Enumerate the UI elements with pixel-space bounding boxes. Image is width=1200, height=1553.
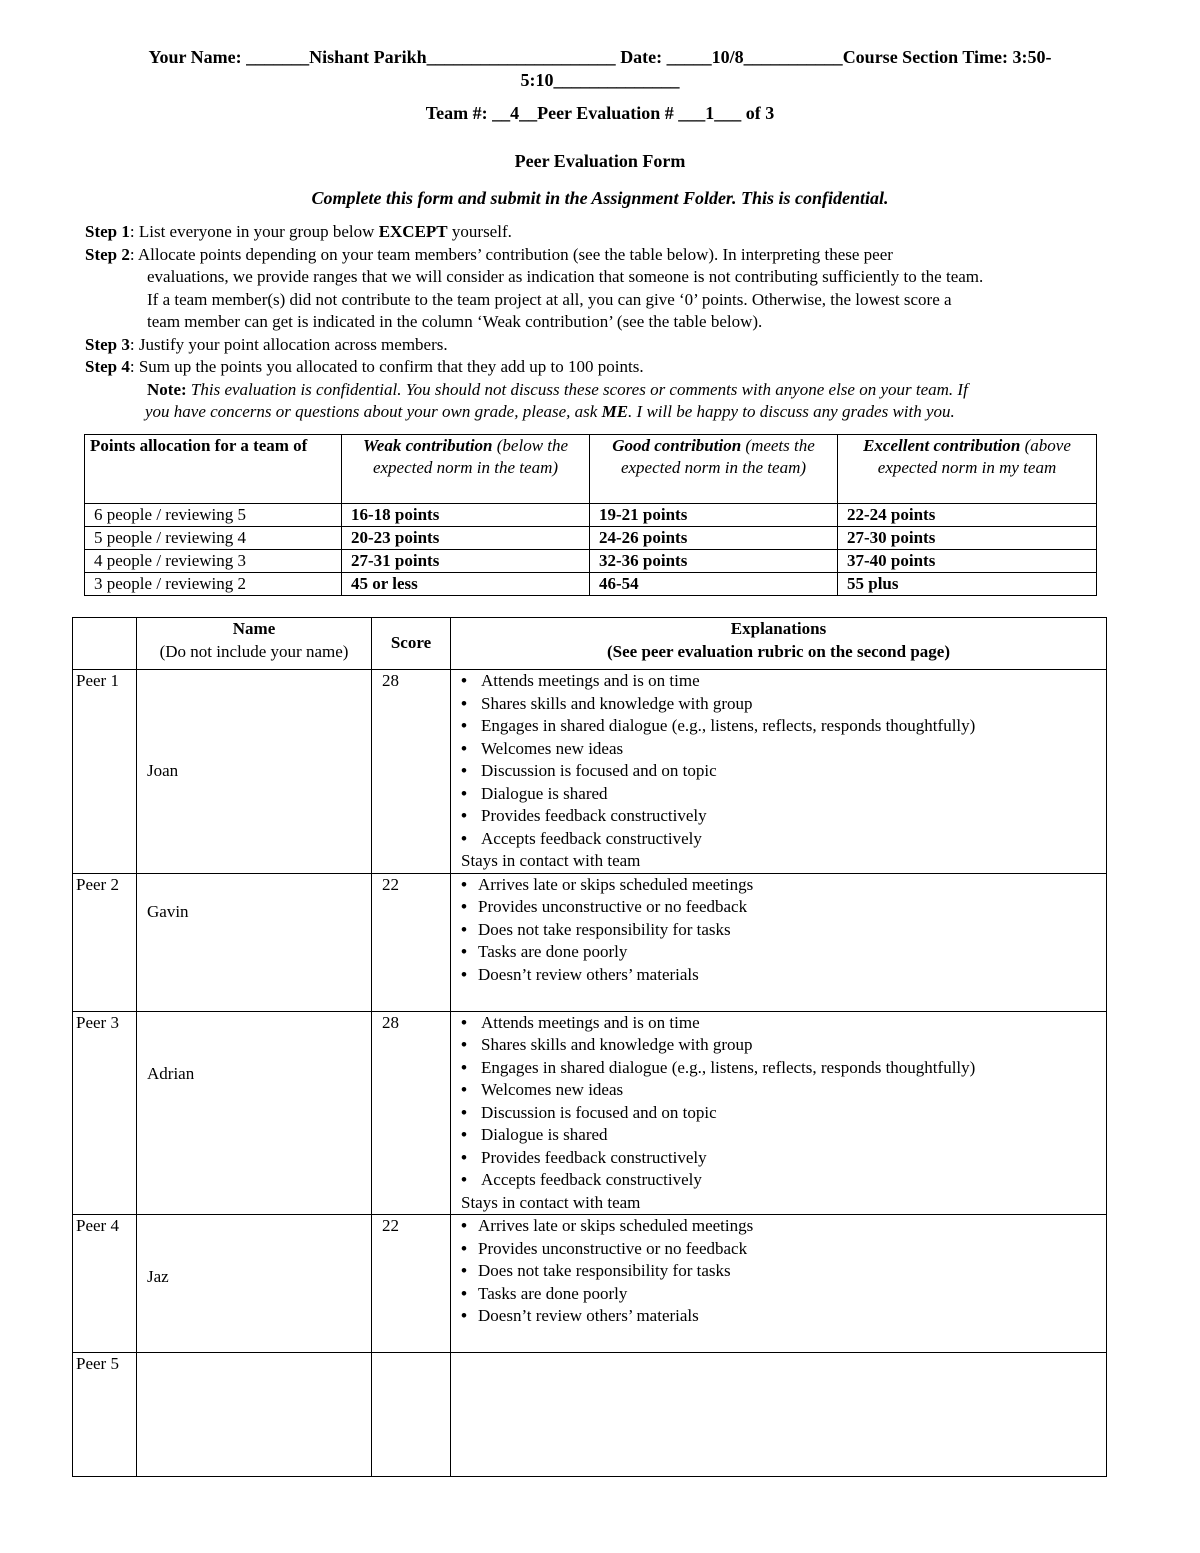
peer-score-field[interactable] — [372, 1353, 451, 1477]
team-line: Team #: __4__Peer Evaluation # ___1___ of 3 — [425, 103, 775, 123]
alloc-header-team: Points allocation for a team of — [85, 435, 342, 504]
steps-block — [85, 221, 1125, 424]
name-label: Your Name: — [148, 47, 242, 67]
name-value[interactable]: _______Nishant Parikh_____________________ — [246, 47, 616, 67]
peer-name-field[interactable]: Gavin — [137, 873, 372, 1011]
list-item: • Shares skills and knowledge with group — [461, 693, 1106, 716]
list-item: • Provides unconstructive or no feedback — [461, 896, 1106, 919]
form-title: Peer Evaluation Form — [514, 151, 686, 171]
list-item: • Dialogue is shared — [461, 783, 1106, 806]
alloc-header-excellent: Excellent contribution (above expected norm in my team — [838, 435, 1097, 504]
peer-label: Peer 3 — [73, 1011, 137, 1215]
alloc-header-weak: Weak contribution (below the expected norm in the team) — [342, 435, 590, 504]
list-item: • Does not take responsibility for tasks — [461, 1260, 1106, 1283]
list-item: • Tasks are done poorly — [461, 941, 1106, 964]
peer-name-field[interactable]: Jaz — [137, 1215, 372, 1353]
list-item: • Provides unconstructive or no feedback — [461, 1238, 1106, 1261]
peer-row — [73, 670, 1107, 874]
step-1: Step 1: List everyone in your group below EXCEPT yourself. — [85, 222, 512, 241]
peer-row — [73, 1215, 1107, 1353]
points-allocation-table — [84, 434, 1097, 596]
section-label: Course Section Time: 3:50- — [842, 47, 1052, 67]
peer-name-field[interactable]: Joan — [137, 670, 372, 874]
peer-label: Peer 2 — [73, 873, 137, 1011]
note-line-1: Note: This evaluation is confidential. You should not discuss these scores or comments with anyone else on your team. If — [147, 379, 968, 399]
list-item: • Doesn’t review others’ materials — [461, 1305, 1106, 1328]
alloc-row: 5 people / reviewing 4 20-23 points 24-26 points 27-30 points — [85, 527, 1097, 550]
list-item: • Engages in shared dialogue (e.g., listens, reflects, responds thoughtfully) — [461, 715, 1106, 738]
step-2: Step 2: Allocate points depending on your team members’ contribution (see the table below). In interpreting these peer — [85, 244, 893, 264]
peer-label: Peer 1 — [73, 670, 137, 874]
list-item: • Shares skills and knowledge with group — [461, 1034, 1106, 1057]
peer-header-name: Name (Do not include your name) — [137, 618, 372, 670]
step-2-line-3: If a team member(s) did not contribute to the team project at all, you can give ‘0’ points. Otherwise, the lowest score a — [147, 289, 952, 309]
alloc-row: 3 people / reviewing 2 45 or less 46-54 55 plus — [85, 573, 1097, 596]
step-3: Step 3: Justify your point allocation across members. — [85, 334, 448, 354]
list-item: • Welcomes new ideas — [461, 1079, 1106, 1102]
explanation-after-text: Stays in contact with team — [461, 1192, 641, 1212]
peer-score-field[interactable]: 28 — [372, 1011, 451, 1215]
peer-score-field[interactable]: 22 — [372, 1215, 451, 1353]
peer-header-score: Score — [372, 618, 451, 670]
list-item: • Discussion is focused and on topic — [461, 1102, 1106, 1125]
note-line-2: you have concerns or questions about your own grade, please, ask ME. I will be happy to discuss any grades with you. — [145, 402, 955, 421]
list-item: • Tasks are done poorly — [461, 1283, 1106, 1306]
alloc-row: 6 people / reviewing 5 16-18 points 19-21 points 22-24 points — [85, 504, 1097, 527]
alloc-header-good: Good contribution (meets the expected norm in the team) — [590, 435, 838, 504]
list-item: • Provides feedback constructively — [461, 1147, 1106, 1170]
peer-explanation-field[interactable] — [451, 1215, 1107, 1353]
peer-name-field[interactable]: Adrian — [137, 1011, 372, 1215]
peer-header-blank — [73, 618, 137, 670]
list-item: • Provides feedback constructively — [461, 805, 1106, 828]
list-item: • Accepts feedback constructively — [461, 828, 1106, 851]
date-value[interactable]: _____10/8___________ — [666, 47, 843, 67]
peer-label: Peer 5 — [73, 1353, 137, 1477]
list-item: • Arrives late or skips scheduled meetings — [461, 1215, 1106, 1238]
step-2-line-2: evaluations, we provide ranges that we will consider as indication that someone is not contributing sufficiently to the team. — [147, 267, 984, 286]
peer-explanation-field[interactable] — [451, 670, 1107, 874]
peer-row — [73, 873, 1107, 1011]
peer-row — [73, 1011, 1107, 1215]
list-item: • Attends meetings and is on time — [461, 670, 1106, 693]
peer-header-row — [73, 618, 1107, 670]
step-2-line-4: team member can get is indicated in the column ‘Weak contribution’ (see the table below). — [147, 312, 763, 331]
peer-name-field[interactable] — [137, 1353, 372, 1477]
peer-label: Peer 4 — [73, 1215, 137, 1353]
explanation-after-text: Stays in contact with team — [461, 851, 641, 870]
list-item: • Welcomes new ideas — [461, 738, 1106, 761]
header-name-line — [60, 46, 1140, 68]
alloc-header-row — [85, 435, 1097, 504]
list-item: • Dialogue is shared — [461, 1124, 1106, 1147]
list-item: • Arrives late or skips scheduled meetings — [461, 874, 1106, 897]
date-label: Date: — [620, 47, 663, 67]
peer-score-field[interactable]: 22 — [372, 873, 451, 1011]
form-instruction: Complete this form and submit in the Assignment Folder. This is confidential. — [311, 188, 889, 208]
peer-score-field[interactable]: 28 — [372, 670, 451, 874]
section-value[interactable]: 5:10______________ — [520, 70, 680, 90]
peer-explanation-field[interactable] — [451, 1353, 1107, 1477]
list-item: • Accepts feedback constructively — [461, 1169, 1106, 1192]
list-item: • Engages in shared dialogue (e.g., listens, reflects, responds thoughtfully) — [461, 1057, 1106, 1080]
list-item: • Attends meetings and is on time — [461, 1012, 1106, 1035]
peer-row — [73, 1353, 1107, 1477]
peer-explanation-field[interactable] — [451, 873, 1107, 1011]
list-item: • Discussion is focused and on topic — [461, 760, 1106, 783]
header-section-cont — [60, 69, 1140, 91]
list-item: • Does not take responsibility for tasks — [461, 919, 1106, 942]
list-item: • Doesn’t review others’ materials — [461, 964, 1106, 987]
step-4: Step 4: Sum up the points you allocated to confirm that they add up to 100 points. — [85, 357, 644, 376]
peer-explanation-field[interactable] — [451, 1011, 1107, 1215]
peer-header-explanations: Explanations (See peer evaluation rubric on the second page) — [451, 618, 1107, 670]
alloc-row: 4 people / reviewing 3 27-31 points 32-36 points 37-40 points — [85, 550, 1097, 573]
peer-evaluation-table — [72, 617, 1107, 1477]
